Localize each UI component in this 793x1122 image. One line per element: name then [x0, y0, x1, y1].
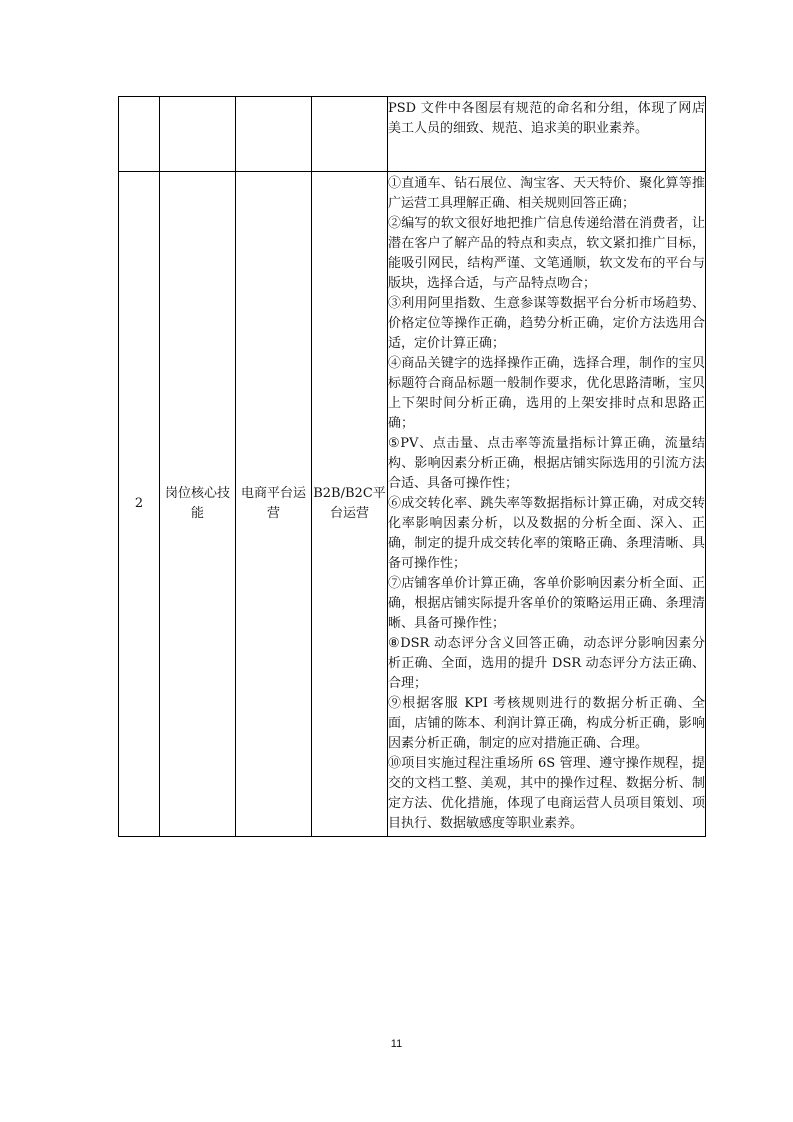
row1-category-cell: [160, 97, 236, 172]
row2-project-cell: B2B/B2C平台运营: [312, 172, 388, 837]
criteria-item: ⑧DSR 动态评分含义回答正确，动态评分影响因素分析正确、全面，选用的提升 DSR 动态评分方法正确、合理；: [388, 636, 705, 691]
criteria-item: ⑤PV、点击量、点击率等流量指标计算正确，流量结构、影响因素分析正确，根据店铺实际选用的引流方法合适、具备可操作性；: [388, 436, 705, 491]
criteria-item: ④商品关键字的选择操作正确，选择合理，制作的宝贝标题符合商品标题一般制作要求，优化思路清晰，宝贝上下架时间分析正确，选用的上架安排时点和思路正确；: [388, 356, 705, 431]
criteria-item: ⑩项目实施过程注重场所 6S 管理、遵守操作规程，提交的文档工整、美观，其中的操作过程、数据分析、制定方法、优化措施，体现了电商运营人员项目策划、项目执行、数据敏感度等职业素养。: [388, 756, 705, 831]
criteria-item: ⑦店铺客单价计算正确，客单价影响因素分析全面、正确，根据店铺实际提升客单价的策略运用正确、条理清晰、具备可操作性；: [388, 576, 705, 631]
criteria-item: ①直通车、钻石展位、淘宝客、天天特价、聚化算等推广运营工具理解正确、相关规则回答正确；: [388, 176, 705, 211]
row2-content-cell: [388, 172, 706, 837]
row2-module-cell: 电商平台运营: [236, 172, 312, 837]
row1-project-cell: [312, 97, 388, 172]
table-row: [119, 172, 706, 837]
row1-content-cell: [388, 97, 706, 172]
row1-content-text: PSD 文件中各图层有规范的命名和分组，体现了网店美工人员的细致、规范、追求美的职业素养。: [388, 101, 705, 136]
criteria-item: ③利用阿里指数、生意参谋等数据平台分析市场趋势、价格定位等操作正确，趋势分析正确，定价方法选用合适，定价计算正确；: [388, 296, 705, 351]
row2-no-cell: 2: [119, 172, 160, 837]
page-number: 11: [390, 1038, 403, 1050]
criteria-item: ②编写的软文很好地把推广信息传递给潜在消费者，让潜在客户了解产品的特点和卖点，软文紧扣推广目标，能吸引网民，结构严谨、文笔通顺，软文发布的平台与版块，选择合适，与产品特点吻合；: [388, 216, 705, 291]
criteria-item: ⑥成交转化率、跳失率等数据指标计算正确，对成交转化率影响因素分析，以及数据的分析全面、深入、正确，制定的提升成交转化率的策略正确、条理清晰、具备可操作性；: [388, 496, 705, 571]
assessment-table: [118, 96, 706, 837]
criteria-item: ⑨根据客服 KPI 考核规则进行的数据分析正确、全面，店铺的陈本、利润计算正确，构成分析正确，影响因素分析正确，制定的应对措施正确、合理。: [388, 696, 705, 751]
table-row: [119, 97, 706, 172]
row2-category-cell: 岗位核心技能: [160, 172, 236, 837]
row1-no-cell: [119, 97, 160, 172]
row1-module-cell: [236, 97, 312, 172]
